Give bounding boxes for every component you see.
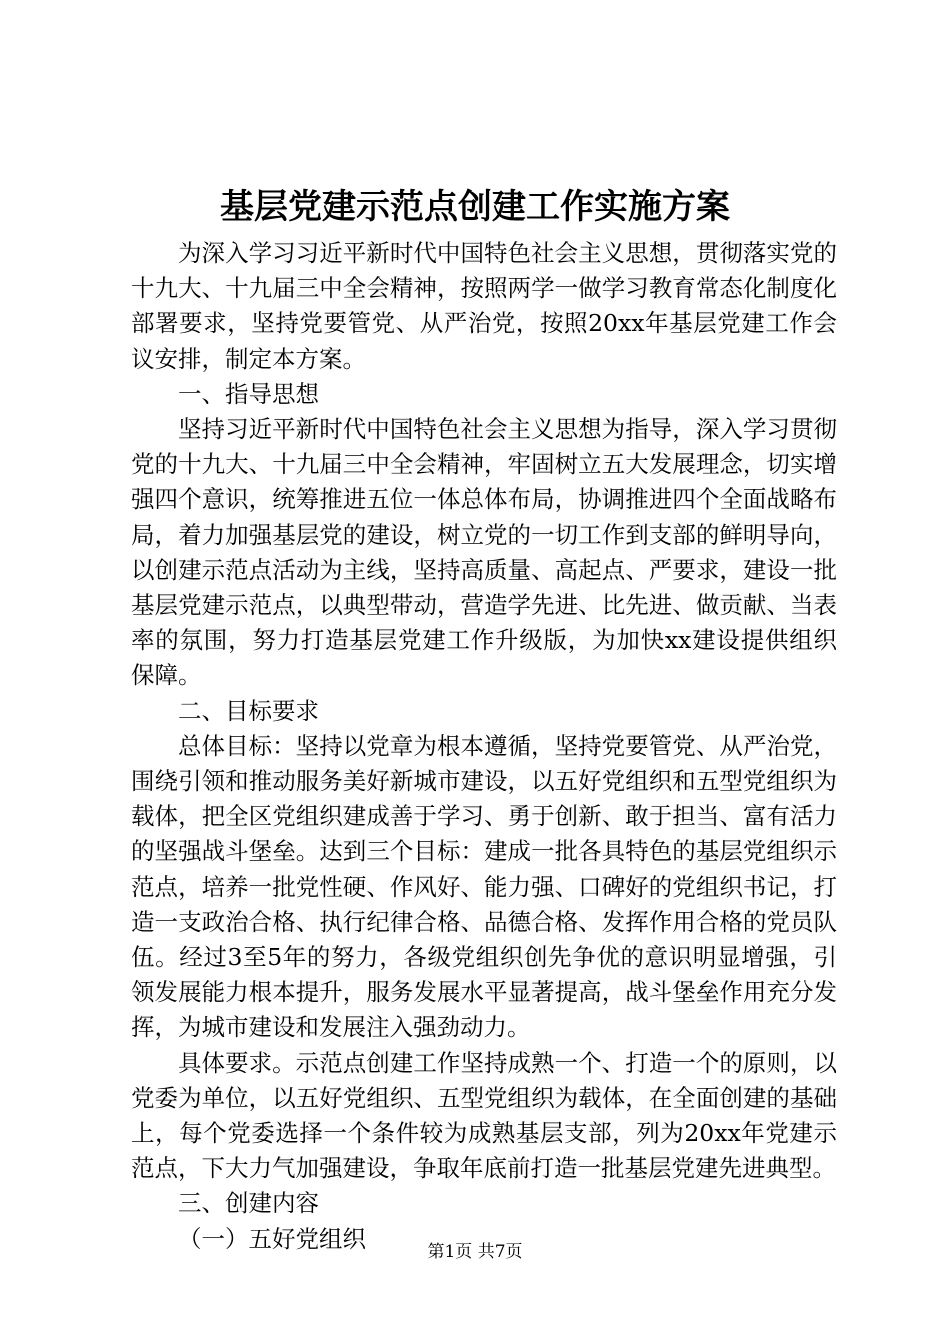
paragraph-intro: 为深入学习习近平新时代中国特色社会主义思想，贯彻落实党的十九大、十九届三中全会精神，按照两学一做学习教育常态化制度化部署要求，坚持党要管党、从严治党，按照20xx年基层党建工作会议安排，制定本方案。 <box>131 239 837 373</box>
paragraph-specific-requirements: 具体要求。示范点创建工作坚持成熟一个、打造一个的原则，以党委为单位，以五好党组织、五型党组织为载体，在全面创建的基础上，每个党委选择一个条件较为成熟基层支部，列为20xx年党建示范点，下大力气加强建设，争取年底前打造一批基层党建先进典型。 <box>131 1048 837 1183</box>
subheading-five-good: （一）五好党组织 <box>178 1224 366 1253</box>
paragraph-overall-goals: 总体目标：坚持以党章为根本遵循，坚持党要管党、从严治党，围绕引领和推动服务美好新城市建设，以五好党组织和五型党组织为载体，把全区党组织建成善于学习、勇于创新、敢于担当、富有活力的坚强战斗堡垒。达到三个目标：建成一批各具特色的基层党组织示范点，培养一批党性硬、作风好、能力强、口碑好的党组织书记，打造一支政治合格、执行纪律合格、品德合格、发挥作用合格的党员队伍。经过3至5年的努力，各级党组织创先争优的意识明显增强，引领发展能力根本提升，服务发展水平显著提高，战斗堡垒作用充分发挥，为城市建设和发展注入强劲动力。 <box>131 731 837 1042</box>
heading-creation-content: 三、创建内容 <box>178 1189 319 1218</box>
document-title: 基层党建示范点创建工作实施方案 <box>220 187 730 227</box>
heading-goals: 二、目标要求 <box>178 696 319 725</box>
document-body <box>131 236 837 1257</box>
heading-guiding-thought: 一、指导思想 <box>178 379 319 408</box>
page-footer: 第1页 共7页 <box>427 1242 523 1262</box>
paragraph-guiding-thought: 坚持习近平新时代中国特色社会主义思想为指导，深入学习贯彻党的十九大、十九届三中全会精神，牢固树立五大发展理念，切实增强四个意识，统筹推进五位一体总体布局，协调推进四个全面战略布局，着力加强基层党的建设，树立党的一切工作到支部的鲜明导向，以创建示范点活动为主线，坚持高质量、高起点、严要求，建设一批基层党建示范点，以典型带动，营造学先进、比先进、做贡献、当表率的氛围，努力打造基层党建工作升级版，为加快xx建设提供组织保障。 <box>131 415 837 690</box>
